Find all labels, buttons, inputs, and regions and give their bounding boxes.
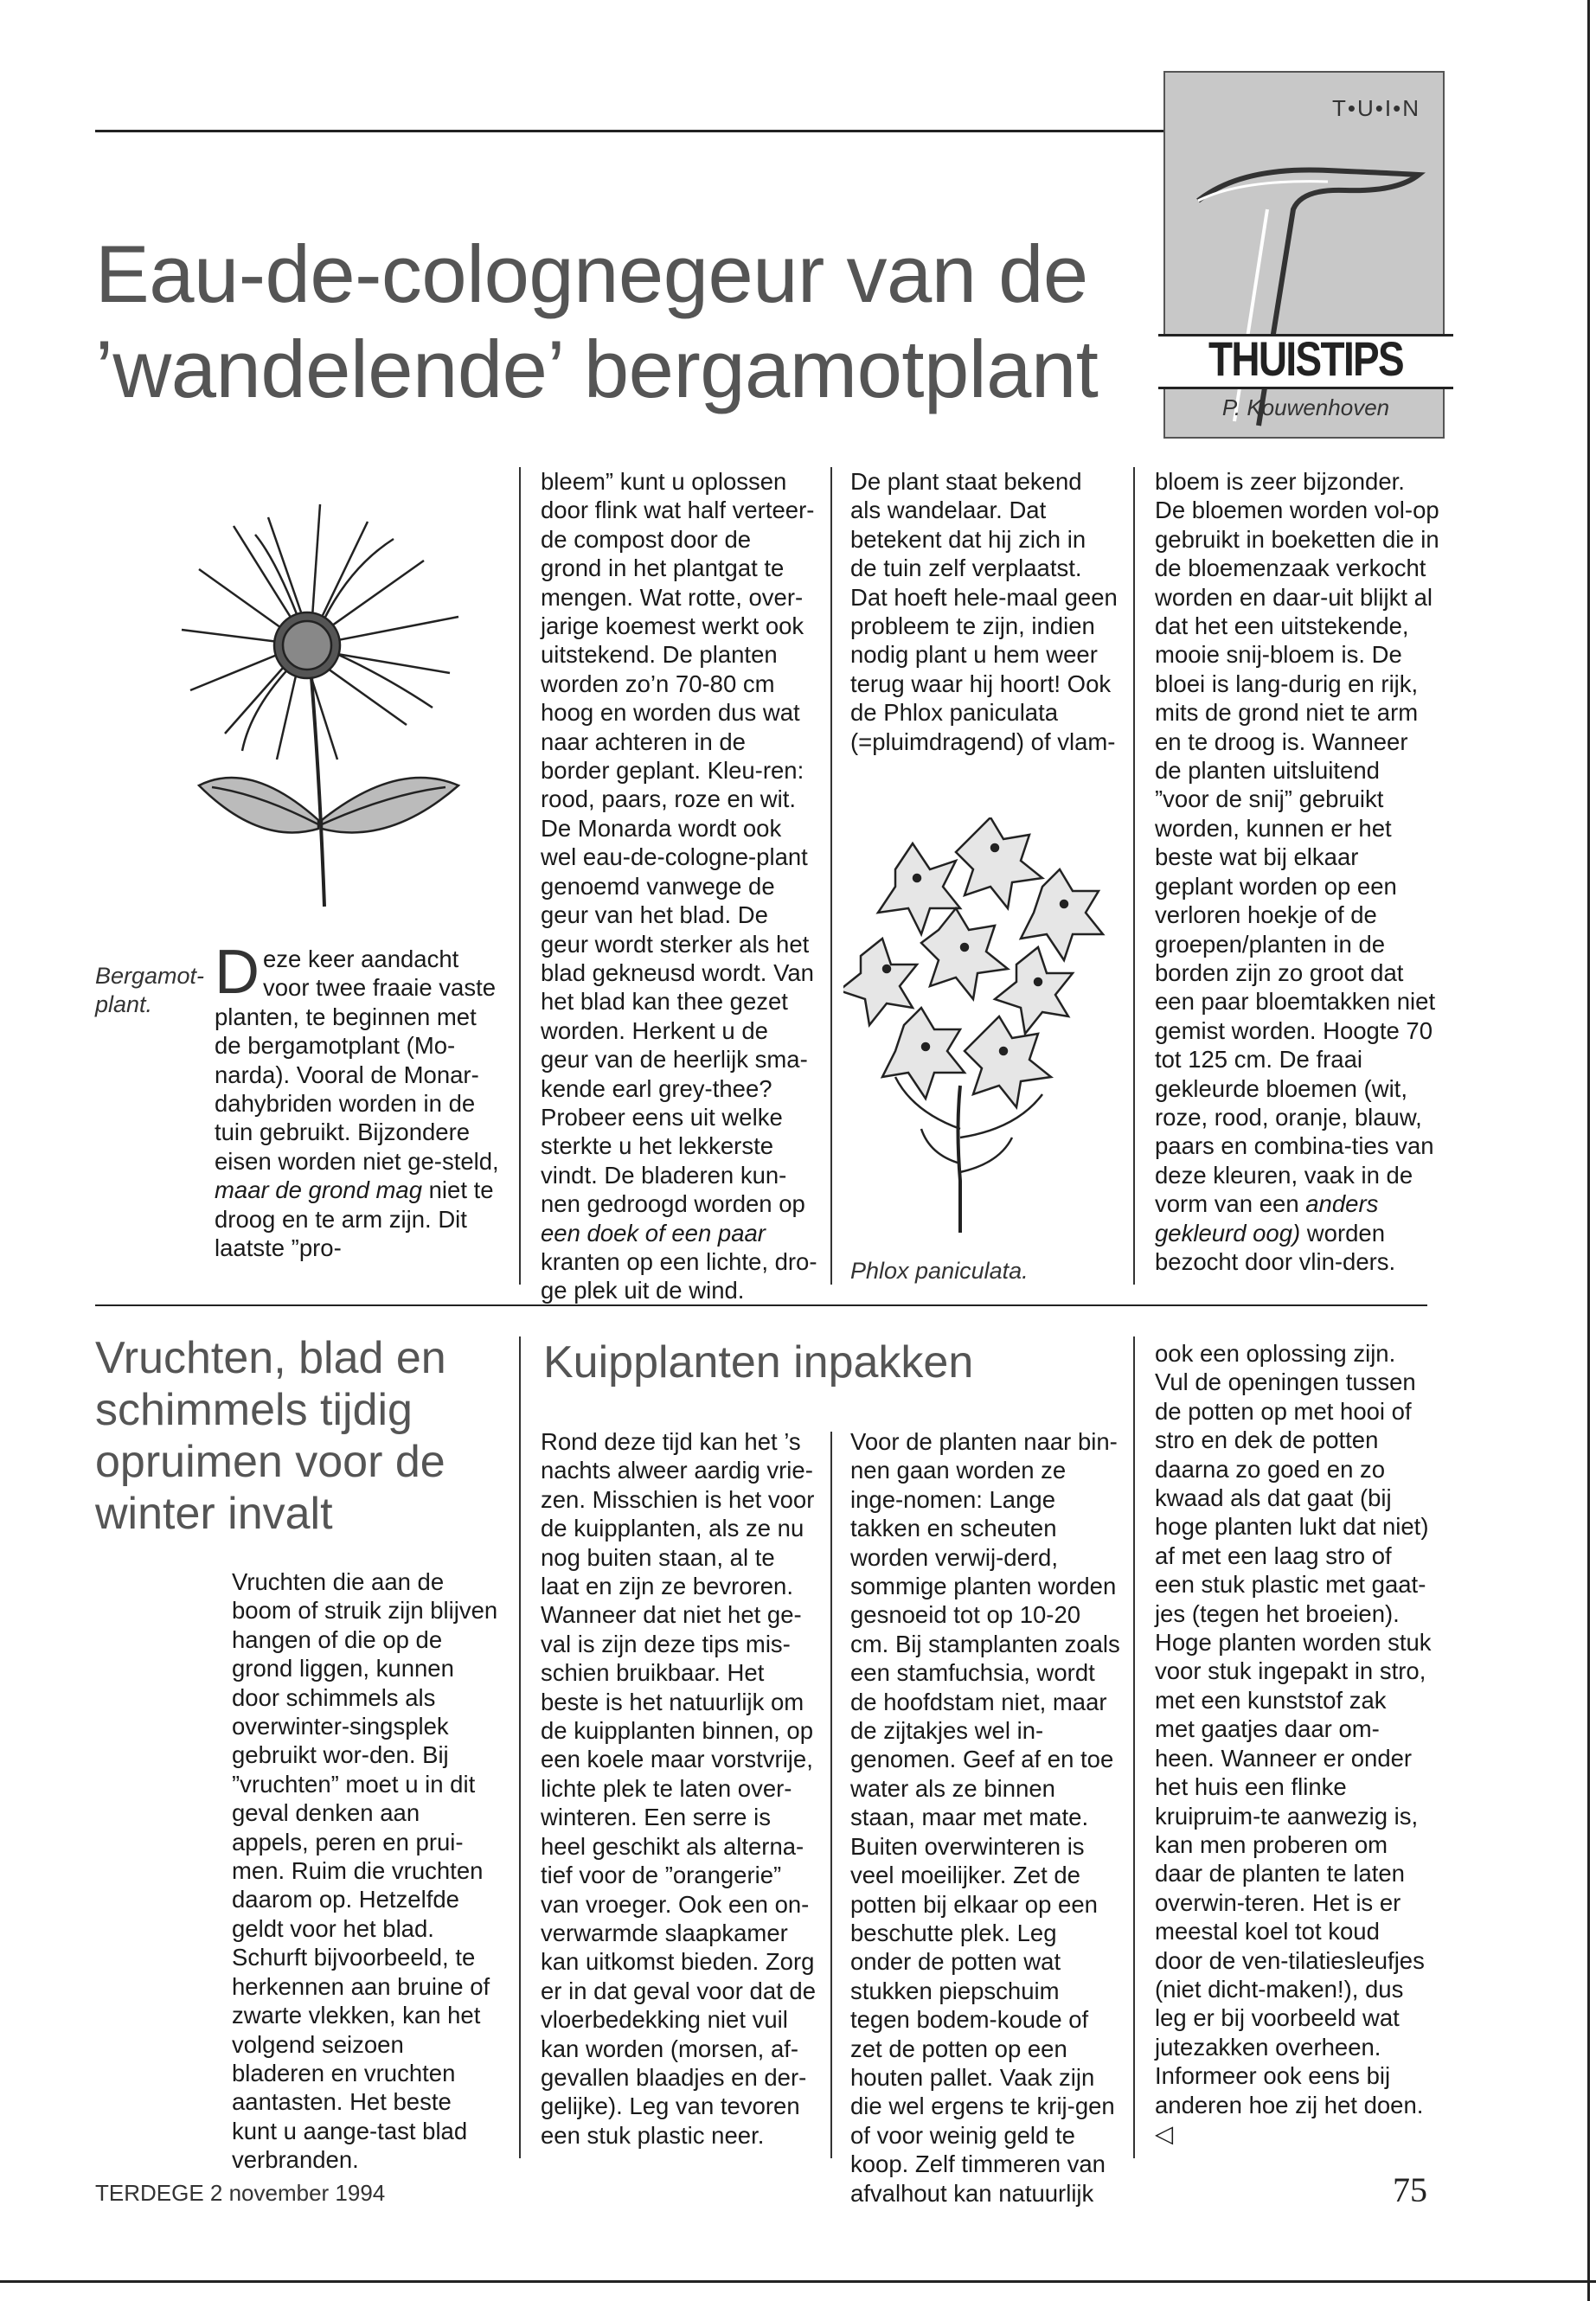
divider-bottom-1	[519, 1336, 521, 2158]
title-line-2: ’wandelende’ bergamotplant	[95, 324, 1099, 414]
article1-column-2: bleem” kunt u oplossen door flink wat half verteer-de compost door de grond in het plantgat te mengen. Wat rotte, over-jarige koemest werkt ook uitstekend. De planten worden zo’n 70-80 cm hoog en worden dus wat naar achteren in de border geplant. Kleu-ren: rood, paars, roze en wit. De Monarda wordt ook wel eau-de-cologne-plant genoemd vanwege de geur van het blad. De geur wordt sterker als het blad gekneusd wordt. Van het blad kan thee gezet worden. Herkent u de geur van de heerlijk sma-kende earl grey-thee? Probeer eens uit welke sterkte u het lekkerste vindt. De bladeren kun-nen gedroogd worden op een doek of een paar kranten op een lichte, dro-ge plek uit de wind.	[541, 468, 817, 1304]
article3-column-3: ook een oplossing zijn. Vul de openingen tussen de potten op met hooi of stro en dek de potten daarna zo goed en zo kwaad als dat gaat (bij hoge planten lukt dat niet) af met een laag stro of een stuk plastic met gaat-jes (tegen het broeien). Hoge planten worden stuk voor stuk ingepakt in stro, met een kunststof zak met gaatjes daar om-heen. Wanneer er onder het huis een flinke kruipruim-te aanwezig is, kan men proberen om daar de planten te laten overwin-teren. Het is er meestal koel tot koud door de ven-tilatiesleufjes (niet dicht-maken!), dus leg er bij voorbeeld wat jutezakken overheen. Informeer ook eens bij anderen hoe zij het doen. ◁	[1155, 1340, 1432, 2147]
page-number: 75	[1393, 2170, 1427, 2209]
article2-title: Vruchten, blad en schimmels tijdig opruimen voor de winter invalt	[95, 1333, 446, 1539]
divider-bottom-3	[1133, 1336, 1135, 2158]
divider-top-1	[519, 467, 521, 1285]
logo-brand: THUISTIPS	[1208, 331, 1404, 386]
article1-column-4: bloem is zeer bijzonder. De bloemen worden vol-op gebruikt in boeketten die in de bloemenzaak verkocht worden en daar-uit blijkt al dat het een uitstekende, mooie snij-bloem is. De bloei is lang-durig en rijk, mits de grond niet te arm en te droog is. Wanneer de planten uitsluitend ”voor de snij” gebruikt worden, kunnen er het beste wat bij elkaar geplant worden op een verloren hoekje of de groepen/planten in de borden zijn zo groot dat een paar bloemtakken niet gemist worden. Hoogte 70 tot 125 cm. De fraai gekleurde bloemen (wit, roze, rood, oranje, blauw, paars en combina-ties van deze kleuren, vaak in de vorm van een anders gekleurd oog) worden bezocht door vlin-ders.	[1155, 468, 1439, 1275]
thuistips-logo	[1163, 71, 1445, 439]
divider-top-2	[830, 467, 832, 1285]
logo-author: P. Kouwenhoven	[1221, 394, 1390, 420]
bergamot-caption: Bergamot-plant.	[95, 963, 205, 1017]
right-edge	[1587, 0, 1590, 2301]
bergamot-illustration	[173, 500, 493, 915]
divider-top-3	[1133, 467, 1135, 1285]
article3-column-1: Rond deze tijd kan het ’s nachts alweer aardig vrie-zen. Misschien is het voor de kuipplanten, als ze nu nog buiten staan, al te laat en zijn ze bevroren. Wanneer dat niet het ge-val is zijn deze tips mis-schien bruikbaar. Het beste is het natuurlijk om de kuipplanten binnen, op een koele maar vorstvrije, lichte plek te laten over-winteren. Een serre is heel geschikt als alterna-tief voor de ”orangerie” van vroeger. Ook een on-verwarmde slaapkamer kan uitkomst bieden. Zorg er in dat geval voor dat de vloerbedekking niet vuil kan worden (morsen, af-gevallen blaadjes en der-gelijke). Leg van tevoren een stuk plastic neer.	[541, 1428, 816, 2149]
phlox-illustration	[843, 817, 1120, 1237]
logo-series: T•U•I•N	[1332, 95, 1420, 121]
dropcap: D	[215, 938, 260, 1007]
divider-bottom-2	[830, 1432, 832, 2158]
article2-body: Vruchten die aan de boom of struik zijn blijven hangen of die op de grond liggen, kunnen door schimmels als overwinter-singsplek gebruikt wor-den. Bij ”vruchten” moet u in dit geval denken aan appels, peren en prui-men. Ruim die vruchten daarom op. Hetzelfde geldt voor het blad. Schurft bijvoorbeeld, te herkennen aan bruine of zwarte vlekken, kan het volgend seizoen bladeren en vruchten aantasten. Het beste kunt u aange-tast blad verbranden.	[232, 1568, 498, 2174]
title-line-1: Eau-de-colognegeur van de	[95, 228, 1088, 319]
bottom-edge	[0, 2280, 1596, 2283]
article1-column-3: De plant staat bekend als wandelaar. Dat betekent dat hij zich in de tuin zelf verplaatst. Dat hoeft hele-maal geen probleem te zijn, indien nodig plant u hem weer terug waar hij hoort! Ook de Phlox paniculata (=pluimdragend) of vlam-	[850, 468, 1118, 755]
middle-rule	[95, 1304, 1427, 1306]
phlox-caption: Phlox paniculata.	[850, 1258, 1029, 1284]
article1-column-1: Deze keer aandacht voor twee fraaie vaste planten, te beginnen met de bergamotplant (Mo-narda). Vooral de Monar-dahybriden worden in de tuin gebruikt. Bijzondere eisen worden niet ge-steld, maar de grond mag niet te droog en te arm zijn. Dit laatste ”pro-	[215, 938, 499, 1262]
page-title	[95, 227, 1151, 417]
article3-title: Kuipplanten inpakken	[543, 1337, 974, 1388]
footer-publication: TERDEGE 2 november 1994	[95, 2180, 386, 2206]
article3-column-2: Voor de planten naar bin-nen gaan worden ze inge-nomen: Lange takken en scheuten worden verwij-derd, sommige planten worden gesnoeid tot op 10-20 cm. Bij stamplanten zoals een stamfuchsia, wordt de hoofdstam niet, maar de zijtakjes wel in-genomen. Geef af en toe water als ze binnen staan, maar met mate. Buiten overwinteren is veel moeilijker. Zet de potten bij elkaar op een beschutte plek. Leg onder de potten wat stukken piepschuim tegen bodem-koude of zet de potten op een houten pallet. Vaak zijn die wel ergens te krij-gen of voor weinig geld te koop. Zelf timmeren van afvalhout kan natuurlijk	[850, 1428, 1120, 2207]
